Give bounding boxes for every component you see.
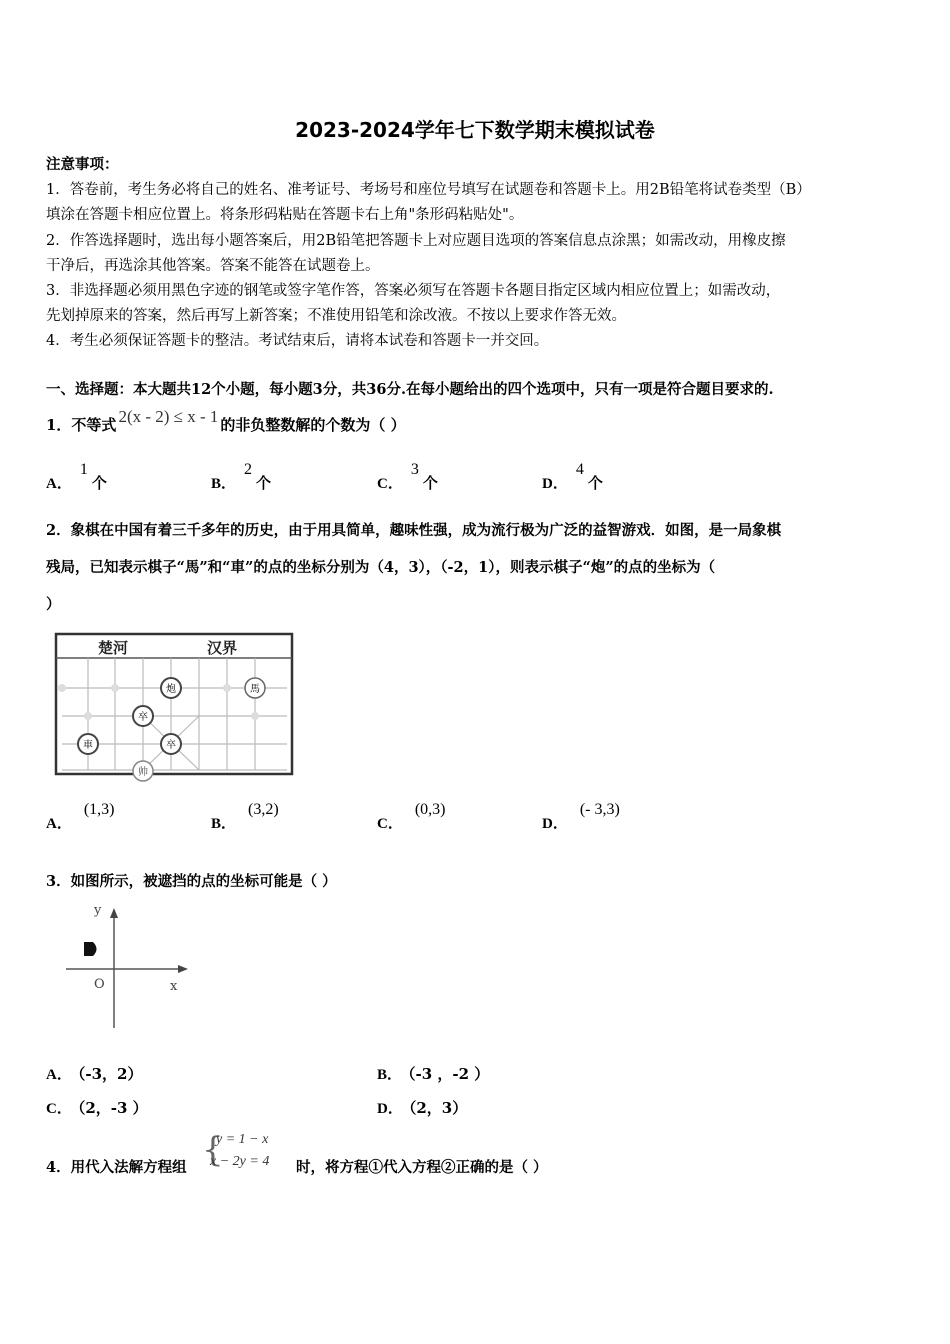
notice-line: 先划掉原来的答案，然后再写上新答案；不准使用铅笔和涂改液。不按以上要求作答无效。 [46, 308, 626, 324]
option-letter: D． [542, 816, 568, 832]
q1-formula: 2(x - 2) ≤ x - 1 [118, 407, 219, 426]
piece-ma [245, 678, 265, 698]
piece-shuai [133, 761, 153, 781]
option-letter: A． [46, 816, 72, 832]
q1-suffix: 的非负整数解的个数为（ ） [220, 416, 406, 434]
notice-line: 干净后，再选涂其他答案。答案不能答在试题卷上。 [46, 258, 380, 274]
river-right-label: 汉界 [207, 639, 238, 657]
y-axis-label: y [94, 903, 102, 918]
notice-heading: 注意事项： [46, 156, 119, 173]
option-letter: D． [377, 1101, 403, 1117]
x-axis-arrow [178, 965, 188, 973]
q3-option-c[interactable] [46, 1097, 148, 1118]
q2-option-c[interactable] [377, 801, 450, 833]
q2-option-d[interactable] [542, 801, 624, 833]
option-value: （-3，2） [77, 1065, 143, 1083]
brace-icon: { [202, 1130, 224, 1170]
option-letter: B． [377, 1067, 403, 1083]
q3-option-a[interactable] [46, 1063, 142, 1084]
option-value: 3 [410, 461, 419, 478]
option-value: 4 [575, 461, 584, 478]
notice-line: 填涂在答题卡相应位置上。将条形码粘贴在答题卡右上角"条形码粘贴处"。 [46, 207, 524, 223]
option-unit: 个 [256, 474, 272, 492]
hidden-point-blot [84, 942, 97, 956]
option-value: 1 [79, 461, 88, 478]
option-letter: D． [542, 476, 568, 492]
piece-label: 帅 [138, 767, 148, 778]
q1-option-b[interactable] [211, 461, 272, 493]
option-value: (1,3) [83, 801, 115, 818]
option-letter: C． [377, 476, 403, 492]
option-unit: 个 [422, 474, 438, 492]
q4-eq1: y = 1 − x [216, 1132, 269, 1147]
origin-label: O [94, 977, 105, 992]
notice-line: 4．考生必须保证答题卡的整洁。考试结束后，请将本试卷和答题卡一并交回。 [46, 333, 549, 349]
option-letter: B． [211, 476, 237, 492]
piece-zu [133, 706, 153, 726]
q3-option-b[interactable] [377, 1063, 489, 1084]
piece-label: 卒 [166, 740, 176, 751]
option-unit: 个 [587, 474, 603, 492]
piece-ju [78, 734, 98, 754]
option-value: 2 [244, 461, 253, 478]
piece-label: 馬 [250, 684, 260, 695]
option-letter: B． [211, 816, 237, 832]
option-value: (- 3,3) [579, 801, 620, 818]
piece-zu-2 [161, 734, 181, 754]
q4-prefix: 4．用代入法解方程组 [46, 1159, 187, 1176]
option-letter: A． [46, 1067, 72, 1083]
river-left-label: 楚河 [98, 639, 129, 657]
option-letter: C． [46, 1101, 72, 1117]
piece-pao [161, 678, 181, 698]
chess-board-figure [52, 630, 300, 782]
option-value: （2，-3 ） [77, 1099, 148, 1117]
option-value: （-3 ，-2 ） [408, 1065, 490, 1083]
q2-line: 残局，已知表示棋子“馬”和“車”的点的坐标分别为（4，3），（-2，1），则表示棋子“炮”的点的坐标为（ [46, 559, 716, 576]
notice-line: 3．非选择题必须用黑色字迹的钢笔或签字笔作答，答案必须写在答题卡各题目指定区域内相应位置上；如需改动， [46, 283, 781, 299]
q2-line: 2．象棋在中国有着三千多年的历史，由于用具简单，趣味性强，成为流行极为广泛的益智游戏．如图，是一局象棋 [46, 522, 782, 539]
q2-option-a[interactable] [46, 801, 119, 833]
q1-option-c[interactable] [377, 461, 438, 493]
option-value: (3,2) [248, 801, 279, 818]
q4-eq2: x − 2y = 4 [210, 1154, 270, 1169]
piece-label: 炮 [166, 684, 176, 695]
question-1 [46, 407, 406, 435]
coordinate-figure [60, 896, 200, 1036]
q2-line: ） [46, 596, 61, 613]
q2-option-b[interactable] [211, 801, 283, 833]
option-unit: 个 [91, 474, 107, 492]
q1-prefix: 1．不等式 [46, 416, 117, 434]
q3-option-d[interactable] [377, 1097, 467, 1118]
q1-option-d[interactable] [542, 461, 603, 493]
q4-suffix: 时，将方程①代入方程②正确的是（ ） [296, 1159, 548, 1176]
option-letter: C． [377, 816, 403, 832]
y-axis-arrow [110, 908, 118, 918]
piece-label: 車 [83, 740, 93, 751]
q1-option-a[interactable] [46, 461, 107, 493]
piece-label: 卒 [138, 712, 148, 723]
page-title: 2023-2024学年七下数学期末模拟试卷 [295, 118, 655, 142]
notice-line: 1．答卷前，考生务必将自己的姓名、准考证号、考场号和座位号填写在试题卷和答题卡上。用2B铅笔将试卷类型（B） [46, 182, 811, 198]
option-value: (0,3) [414, 801, 446, 818]
q4-equation-system [202, 1130, 294, 1174]
option-letter: A． [46, 476, 72, 492]
x-axis-label: x [170, 979, 178, 994]
notice-line: 2．作答选择题时，选出每小题答案后，用2B铅笔把答题卡上对应题目选项的答案信息点涂黑；如需改动，用橡皮擦 [46, 233, 786, 249]
option-value: （2，3） [408, 1099, 468, 1117]
q3-stem: 3．如图所示，被遮挡的点的坐标可能是（ ） [46, 873, 337, 890]
section-heading: 一、选择题：本大题共12个小题，每小题3分，共36分.在每小题给出的四个选项中，只有一项是符合题目要求的. [46, 381, 774, 398]
